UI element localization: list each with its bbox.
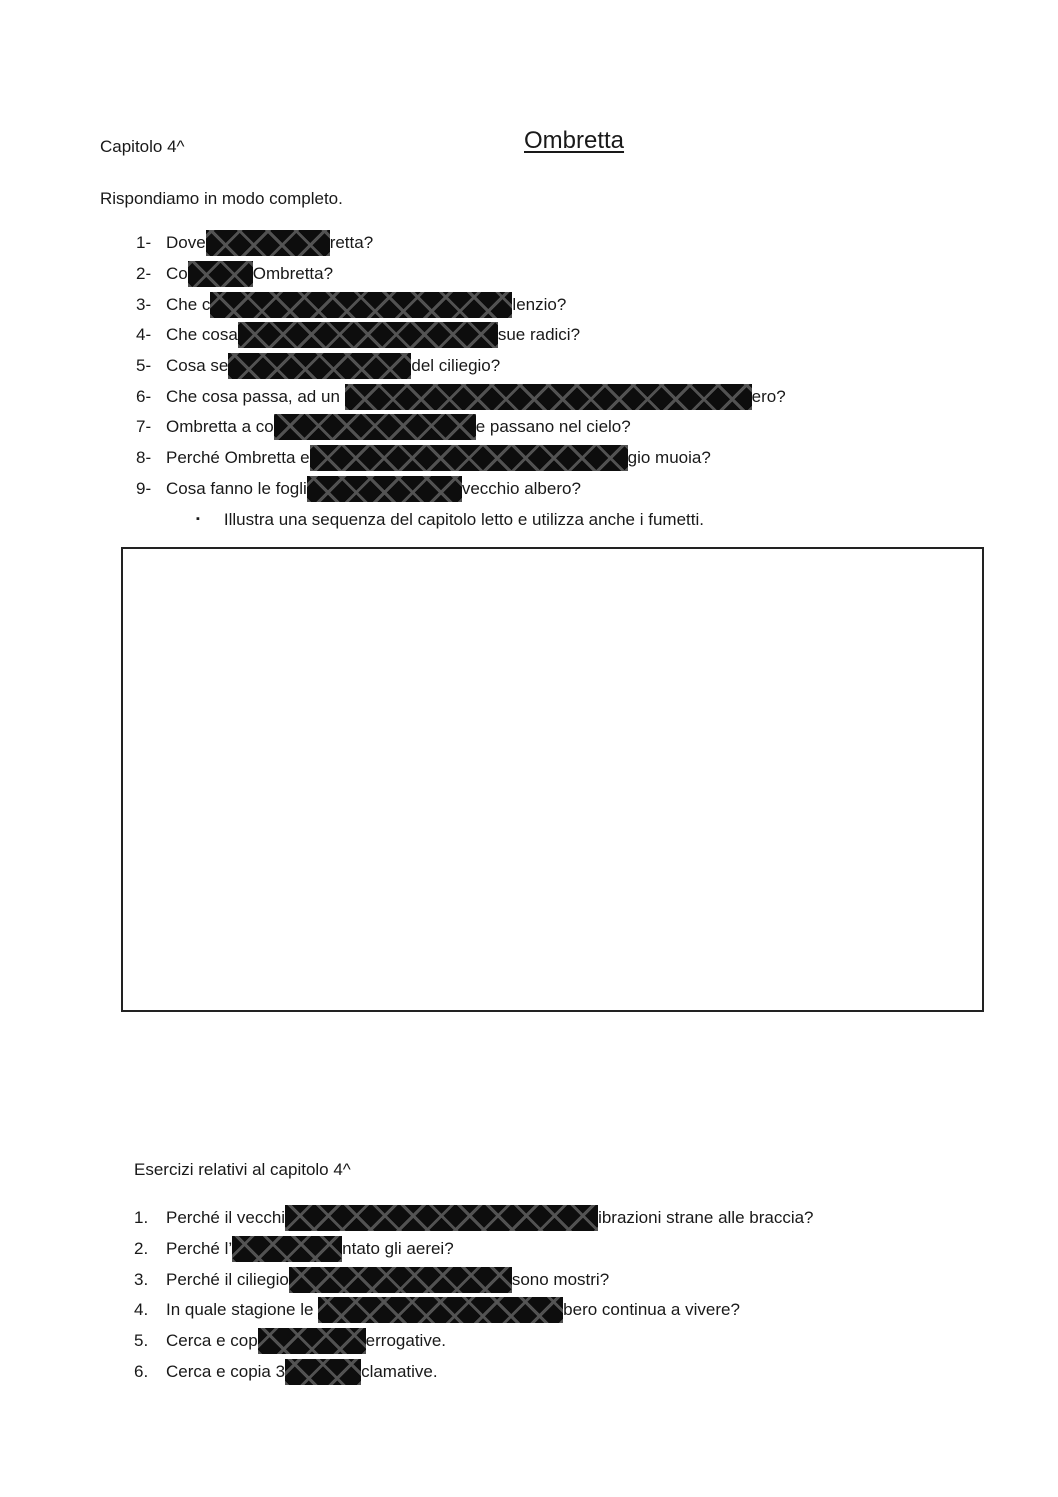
question-row (136, 259, 786, 290)
redaction-bar (310, 445, 628, 471)
item-text-after: ntato gli aerei? (342, 1239, 454, 1259)
chapter-label: Capitolo 4^ (100, 137, 185, 156)
item-number: 8- (136, 448, 152, 468)
item-text-after: sue radici? (497, 325, 581, 345)
item-text-before: Che cosa (166, 325, 238, 345)
item-number: 3- (136, 294, 152, 314)
item-text-before: Cosa se (166, 356, 229, 376)
item-text-before: Che c (166, 294, 211, 314)
question-row (136, 351, 786, 382)
question-row (136, 381, 786, 412)
redaction-bar (258, 1328, 366, 1354)
redaction-bar (228, 353, 411, 379)
item-text-before: Dove (166, 233, 206, 253)
redaction-bar (206, 230, 330, 256)
intro-text: Rispondiamo in modo completo. (100, 189, 343, 208)
bullet-square-icon: ▪ (196, 513, 200, 526)
item-text-after: clamative. (361, 1361, 438, 1381)
page-title: Ombretta (524, 127, 625, 154)
question-row (136, 443, 786, 474)
redaction-bar (285, 1205, 598, 1231)
item-text-after: ero? (751, 386, 786, 406)
item-text-after: bero continua a vivere? (563, 1300, 740, 1320)
exercises-heading: Esercizi relativi al capitolo 4^ (134, 1160, 351, 1179)
item-text-before: Perché l’ (166, 1239, 233, 1259)
item-text-after: ibrazioni strane alle braccia? (598, 1208, 814, 1228)
drawing-box (121, 547, 984, 1012)
item-text-before: Perché il vecchi (166, 1208, 286, 1228)
item-number: 2- (136, 264, 152, 284)
item-text-after: e passano nel cielo? (475, 417, 631, 437)
item-text-before: In quale stagione le (166, 1300, 319, 1320)
illustration-instruction: Illustra una sequenza del capitolo letto e utilizza anche i fumetti. (223, 509, 704, 529)
item-text-before: Che cosa passa, ad un (166, 386, 345, 406)
item-text-after: retta? (329, 233, 374, 253)
redaction-bar (285, 1359, 361, 1385)
item-text-after: Ombretta? (252, 264, 334, 284)
item-text-after: del ciliegio? (411, 356, 501, 376)
item-number: 1- (136, 233, 152, 253)
exercise-row (134, 1326, 814, 1357)
item-number: 6- (136, 386, 152, 406)
item-number: 1. (134, 1208, 149, 1228)
item-number: 9- (136, 478, 152, 498)
questions-block (136, 228, 786, 535)
exercises-list (134, 1203, 814, 1387)
item-text-before: Cerca e copia 3 (166, 1361, 286, 1381)
redaction-bar (307, 476, 462, 502)
item-text-after: lenzio? (512, 294, 567, 314)
item-text-before: Cerca e cop (166, 1331, 258, 1351)
item-number: 2. (134, 1239, 149, 1259)
question-row (136, 412, 786, 443)
item-text-before: Perché il ciliegio (166, 1269, 289, 1289)
redaction-bar (238, 322, 498, 348)
illustration-instruction-row (136, 504, 786, 535)
redaction-bar (188, 261, 253, 287)
item-text-after: vecchio albero? (461, 478, 581, 498)
question-row (136, 320, 786, 351)
item-text-after: errogative. (365, 1331, 446, 1351)
item-number: 4- (136, 325, 152, 345)
redaction-bar (274, 414, 476, 440)
item-number: 7- (136, 417, 152, 437)
item-number: 5- (136, 356, 152, 376)
redaction-bar (345, 384, 752, 410)
item-number: 4. (134, 1300, 149, 1320)
redaction-bar (210, 292, 512, 318)
item-text-after: gio muoia? (627, 448, 711, 468)
exercise-row (134, 1234, 814, 1265)
exercise-row (134, 1356, 814, 1387)
question-row (136, 289, 786, 320)
item-text-before: Perché Ombretta e (166, 448, 310, 468)
item-text-before: Cosa fanno le fogli (166, 478, 307, 498)
exercise-row (134, 1203, 814, 1234)
item-number: 6. (134, 1361, 149, 1381)
redaction-bar (318, 1297, 563, 1323)
item-number: 3. (134, 1269, 149, 1289)
exercise-row (134, 1295, 814, 1326)
item-text-after: sono mostri? (511, 1269, 610, 1289)
exercise-row (134, 1264, 814, 1295)
item-text-before: Co (166, 264, 188, 284)
questions-list (136, 228, 786, 504)
question-row (136, 474, 786, 505)
item-number: 5. (134, 1331, 149, 1351)
redaction-bar (232, 1236, 342, 1262)
item-text-before: Ombretta a co (166, 417, 274, 437)
question-row (136, 228, 786, 259)
redaction-bar (289, 1267, 512, 1293)
